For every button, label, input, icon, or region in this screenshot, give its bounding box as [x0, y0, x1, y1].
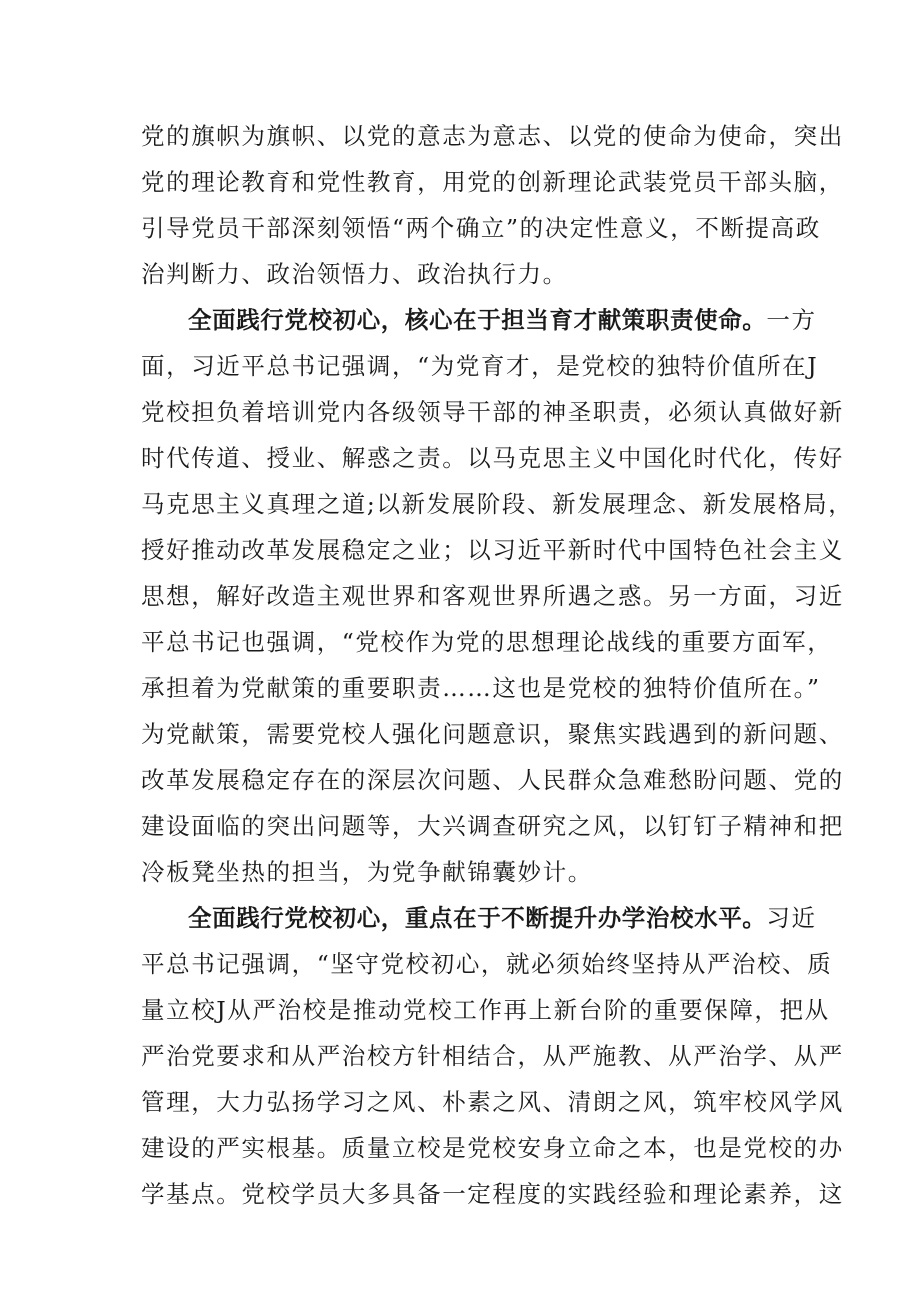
text-line: 治判断力、政治领悟力、政治执行力。 — [141, 260, 568, 288]
text-line: 量立校J从严治校是推动党校工作再上新台阶的重要保障，把从 — [141, 996, 830, 1024]
text-line: 学基点。党校学员大多具备一定程度的实践经验和理论素养，这 — [141, 1180, 844, 1208]
text-line: 管理，大力弘扬学习之风、朴素之风、清朗之风，筑牢校风学风 — [141, 1088, 844, 1116]
text-line: 平总书记也强调，“党校作为党的思想理论战线的重要方面军， — [141, 628, 833, 656]
text-line: 授好推动改革发展稳定之业；以习近平新时代中国特色社会主义 — [141, 536, 844, 564]
text-line: 严治党要求和从严治校方针相结合，从严施教、从严治学、从严 — [141, 1042, 844, 1070]
text-line: 承担着为党献策的重要职责……这也是党校的独特价值所在。” — [141, 674, 821, 702]
text-line: 建设面临的突出问题等，大兴调查研究之风，以钉钉子精神和把 — [141, 812, 844, 840]
text-line: 建设的严实根基。质量立校是党校安身立命之本，也是党校的办 — [141, 1134, 844, 1162]
text-line: 马克思主义真理之道;以新发展阶段、新发展理念、新发展格局， — [141, 490, 854, 518]
text-line: 面，习近平总书记强调，“为党育才，是党校的独特价值所在J — [141, 352, 819, 380]
text-line: 党的旗帜为旗帜、以党的意志为意志、以党的使命为使命，突出 — [141, 122, 844, 150]
text-line: 平总书记强调，“坚守党校初心，就必须始终坚持从严治校、质 — [141, 950, 833, 978]
paragraph-first-line — [188, 895, 817, 941]
text-line: 为党献策，需要党校人强化问题意识，聚焦实践遇到的新问题、 — [141, 720, 844, 748]
text-line: 改革发展稳定存在的深层次问题、人民群众急难愁盼问题、党的 — [141, 766, 844, 794]
text-line: 思想，解好改造主观世界和客观世界所遇之惑。另一方面，习近 — [141, 582, 844, 610]
text-line: 党校担负着培训党内各级领导干部的神圣职责，必须认真做好新 — [141, 398, 844, 426]
paragraph-text: 一方 — [766, 306, 817, 334]
text-line: 引导党员干部深刻领悟“两个确立”的决定性意义，不断提高政 — [141, 214, 821, 242]
paragraph-heading: 全面践行党校初心，核心在于担当育才献策职责使命。 — [188, 306, 767, 334]
paragraph-text: 习近 — [766, 904, 817, 932]
text-line: 时代传道、授业、解惑之责。以马克思主义中国化时代化，传好 — [141, 444, 844, 472]
text-line: 党的理论教育和党性教育，用党的创新理论武装党员干部头脑， — [141, 168, 844, 196]
text-line: 冷板凳坐热的担当，为党争献锦囊妙计。 — [141, 858, 593, 886]
paragraph-heading: 全面践行党校初心，重点在于不断提升办学治校水平。 — [188, 904, 767, 932]
paragraph-first-line — [188, 297, 817, 343]
